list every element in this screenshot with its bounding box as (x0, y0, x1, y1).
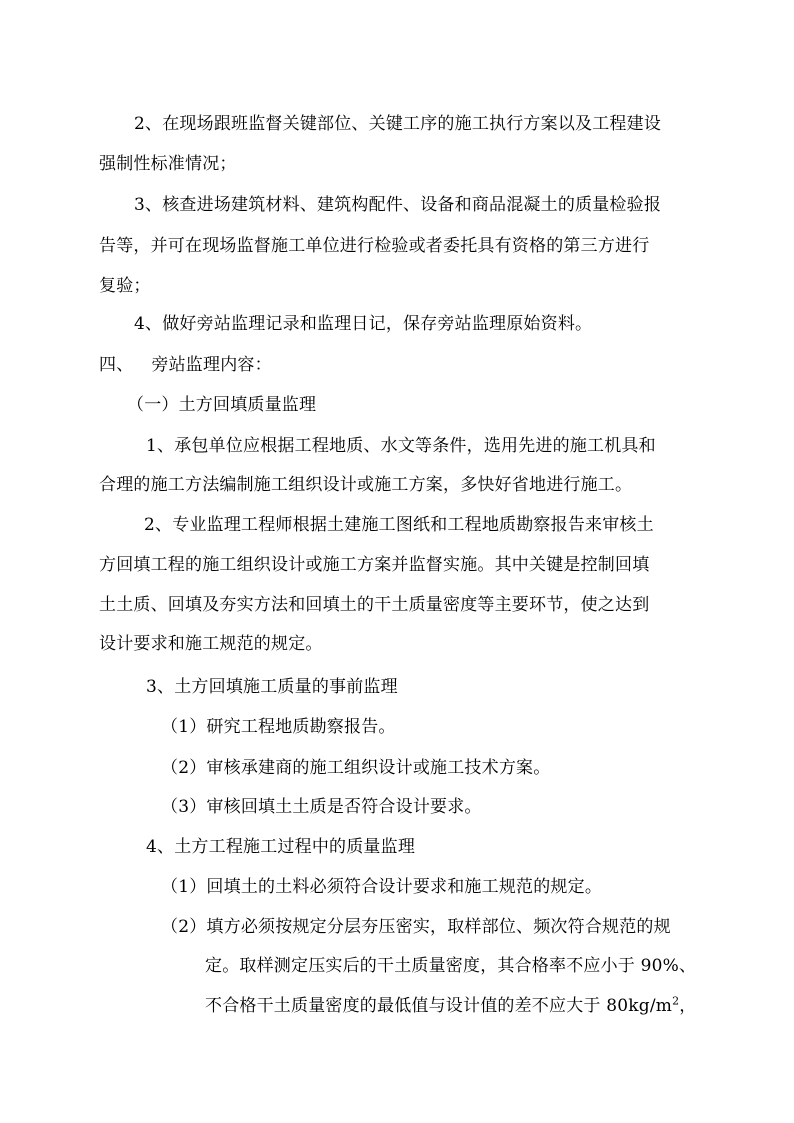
paragraph-line: 强制性标准情况； (99, 154, 237, 174)
paragraph-line: 合理的施工方法编制施工组织设计或施工方案，多快好省地进行施工。 (99, 475, 633, 495)
paragraph-line: 定。取样测定压实后的干土质量密度，其合格率不应小于 90%、 (205, 956, 697, 976)
paragraph-line: 复验； (99, 276, 151, 296)
subsection-heading: （一）土方回填质量监理 (127, 395, 317, 415)
line-punctuation: ， (679, 996, 697, 1016)
list-item: （3）审核回填土土质是否符合设计要求。 (161, 797, 482, 817)
superscript: 2 (672, 994, 680, 1008)
paragraph-line: 3、核查进场建筑材料、建筑构配件、设备和商品混凝土的质量检验报 (134, 195, 662, 215)
paragraph-line: 告等，并可在现场监督施工单位进行检验或者委托具有资格的第三方进行 (99, 236, 650, 256)
list-item: （2）填方必须按规定分层夯压密实，取样部位、频次符合规范的规 (161, 917, 671, 937)
paragraph-line (205, 995, 696, 1017)
paragraph-line: 4、做好旁站监理记录和监理日记，保存旁站监理原始资料。 (134, 314, 593, 334)
paragraph-line: 方回填工程的施工组织设计或施工方案并监督实施。其中关键是控制回填 (99, 555, 650, 575)
paragraph-line: 1、承包单位应根据工程地质、水文等条件，选用先进的施工机具和 (146, 436, 656, 456)
paragraph-line: 2、在现场跟班监督关键部位、关键工序的施工执行方案以及工程建设 (134, 114, 662, 134)
list-item: （1）研究工程地质勘察报告。 (161, 717, 396, 737)
section-heading (99, 354, 272, 376)
paragraph-line: 土土质、回填及夯实方法和回填土的干土质量密度等主要环节，使之达到 (99, 595, 650, 615)
paragraph-line: 2、专业监理工程师根据土建施工图纸和工程地质勘察报告来审核土 (144, 515, 654, 535)
paragraph-line: 设计要求和施工规范的规定。 (99, 634, 323, 654)
list-item: （2）审核承建商的施工组织设计或施工技术方案。 (161, 758, 551, 778)
item-heading: 3、土方回填施工质量的事前监理 (146, 677, 398, 697)
section-title: 旁站监理内容： (151, 355, 272, 375)
list-item: （1）回填土的土料必须符合设计要求和施工规范的规定。 (161, 877, 603, 897)
line-text: 不合格干土质量密度的最低值与设计值的差不应大于 80kg/m (205, 996, 673, 1016)
item-heading: 4、土方工程施工过程中的质量监理 (146, 837, 416, 857)
section-number: 四、 (99, 355, 134, 375)
